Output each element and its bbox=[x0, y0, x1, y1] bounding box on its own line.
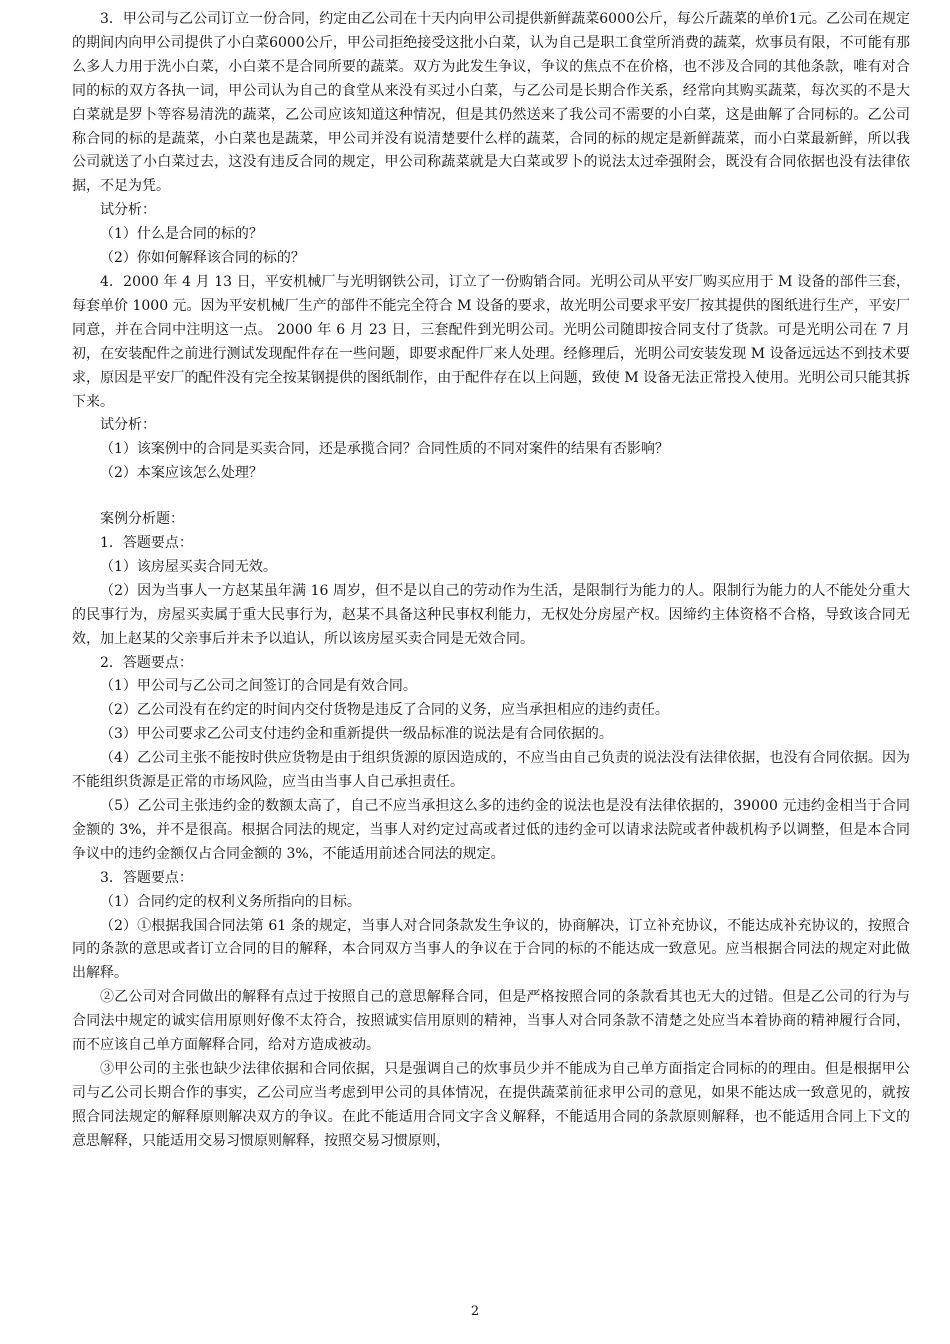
answer-2-point-3: （3）甲公司要求乙公司支付违约金和重新提供一级品标准的说法是有合同依据的。 bbox=[100, 726, 613, 743]
analysis-prompt: 试分析： bbox=[100, 417, 156, 434]
document-body bbox=[72, 8, 910, 1154]
answer-heading: 案例分析题： bbox=[100, 511, 184, 528]
answer-2-point-5: （5）乙公司主张违约金的数额太高了，自己不应当承担这么多的违约金的说法也是没有法律依据的，39000 元违约金相当于合同金额的 3%，并不是很高。根据合同法的规定，当事人对约定过高或者过低的违约金可以请求法院或者仲裁机构予以调整，但是本合同争议中的违约金额仅占合同金额的 3%，不能适用前述合同法的规定。 bbox=[72, 798, 910, 862]
answer-3-point-1: （1）合同约定的权利义务所指向的目标。 bbox=[100, 893, 361, 910]
answer-1-point-1: （1）该房屋买卖合同无效。 bbox=[100, 558, 277, 575]
question-3-paragraph: 3．甲公司与乙公司订立一份合同，约定由乙公司在十天内向甲公司提供新鲜蔬菜6000公斤，每公斤蔬菜的单价1元。乙公司在规定的期间内向甲公司提供了小白菜6000公斤，甲公司拒绝接受这批小白菜，认为自己是职工食堂所消费的蔬菜，炊事员有限，不可能有那么多人力用于洗小白菜，小白菜不是合同所要的蔬菜。双方为此发生争议，争议的焦点不在价格，也不涉及合同的其他条款，唯有对合同的标的双方各执一词，甲公司认为自己的食堂从来没有买过小白菜，与乙公司是长期合作关系，经常向其购买蔬菜，每次买的不是大白菜就是罗卜等容易清洗的蔬菜，乙公司应该知道这种情况，但是其仍然送来了我公司不需要的小白菜，这是曲解了合同标的。乙公司称合同的标的是蔬菜，小白菜也是蔬菜，甲公司并没有说清楚要什么样的蔬菜，合同的标的规定是新鲜蔬菜，而小白菜最新鲜，所以我公司就送了小白菜过去，这没有违反合同的规定，甲公司称蔬菜就是大白菜或罗卜的说法太过牵强附会，既没有合同依据也没有法律依据，不足为凭。 bbox=[72, 11, 910, 195]
question-4-paragraph: 4．2000 年 4 月 13 日，平安机械厂与光明钢铁公司，订立了一份购销合同。光明公司从平安厂购买应用于 M 设备的部件三套，每套单价 1000 元。因为平安机械厂生产的部件不能完全符合 M 设备的要求，故光明公司要求平安厂按其提供的图纸进行生产，平安厂同意，并在合同中注明这一点。 2000 年 6 月 23 日，三套配件到光明公司。光明公司随即按合同支付了货款。可是光明公司在 7 月初，在安装配件之前进行测试发现配件存在一些问题，即要求配件厂来人处理。经修理后，光明公司安装发现 M 设备远远达不到技术要求，原因是平安厂的配件没有完全按某钢提供的图纸制作，由于配件存在以上问题，致使 M 设备无法正常投入使用。光明公司只能其拆下来。 bbox=[72, 273, 910, 410]
question-3-sub-1: （1）什么是合同的标的？ bbox=[100, 226, 263, 243]
answer-2-point-1: （1）甲公司与乙公司之间签订的合同是有效合同。 bbox=[100, 678, 417, 695]
answer-2-point-4: （4）乙公司主张不能按时供应货物是由于组织货源的原因造成的，不应当由自己负责的说法没有法律依据，也没有合同依据。因为不能组织货源是正常的市场风险，应当由当事人自己承担责任。 bbox=[72, 750, 910, 791]
answer-3-point-2: （2）①根据我国合同法第 61 条的规定，当事人对合同条款发生争议的，协商解决，订立补充协议，不能达成补充协议的，按照合同的条款的意思或者订立合同的目的解释，本合同双方当事人的争议在于合同的标的不能达成一致意见。应当根据合同法的规定对此做出解释。 bbox=[72, 917, 910, 982]
answer-1-heading: 1．答题要点： bbox=[100, 535, 193, 552]
answer-3-point-2b: ②乙公司对合同做出的解释有点过于按照自己的意思解释合同，但是严格按照合同的条款看其也无大的过错。但是乙公司的行为与合同法中规定的诚实信用原则好像不太符合，按照诚实信用原则的精神，当事人对合同条款不清楚之处应当本着协商的精神履行合同，而不应该自己单方面解释合同，给对方造成被动。 bbox=[72, 989, 910, 1054]
section-gap bbox=[72, 486, 910, 508]
question-4-sub-1: （1）该案例中的合同是买卖合同，还是承揽合同？合同性质的不同对案件的结果有否影响？ bbox=[100, 441, 669, 458]
answer-3-heading: 3．答题要点： bbox=[100, 869, 193, 886]
question-3-sub-2: （2）你如何解释该合同的标的？ bbox=[100, 250, 305, 267]
answer-2-point-2: （2）乙公司没有在约定的时间内交付货物是违反了合同的义务，应当承担相应的违约责任。 bbox=[100, 702, 669, 719]
analysis-prompt: 试分析： bbox=[100, 202, 156, 219]
page-number: 2 bbox=[470, 1304, 480, 1319]
question-section bbox=[72, 8, 910, 486]
answer-1-point-2: （2）因为当事人一方赵某虽年满 16 周岁，但不是以自己的劳动作为生活，是限制行为能力的人。限制行为能力的人不能处分重大的民事行为，房屋买卖属于重大民事行为，赵某不具备这种民事权利能力，无权处分房屋产权。因缔约主体资格不合格，导致该合同无效，加上赵某的父亲事后并未予以追认，所以该房屋买卖合同是无效合同。 bbox=[72, 582, 910, 647]
answer-section bbox=[72, 508, 910, 1153]
answer-3-point-2c: ③甲公司的主张也缺少法律依据和合同依据，只是强调自己的炊事员少并不能成为自己单方面指定合同标的的理由。但是根据甲公司与乙公司长期合作的事实，乙公司应当考虑到甲公司的具体情况，在提供蔬菜前征求甲公司的意见，如果不能达成一致意见的，就按照合同法规定的解释原则解决双方的争议。在此不能适用合同文字含义解释，不能适用合同的条款原则解释，也不能适用合同上下文的意思解释，只能适用交易习惯原则解释，按照交易习惯原则， bbox=[72, 1060, 910, 1149]
answer-2-heading: 2．答题要点： bbox=[100, 654, 193, 671]
question-4-sub-2: （2）本案应该怎么处理？ bbox=[100, 465, 263, 482]
